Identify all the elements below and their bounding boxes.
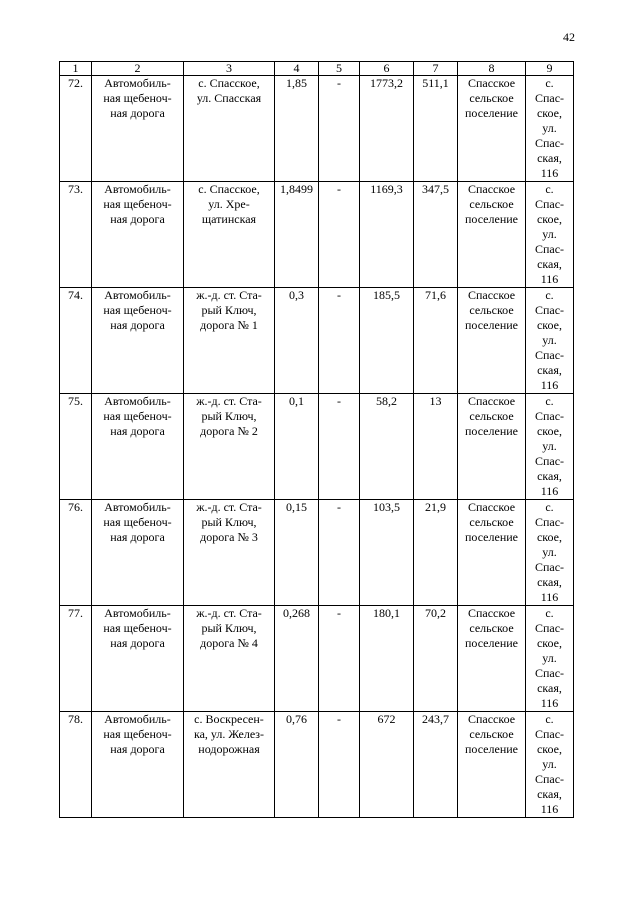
- column-5-cell: [319, 288, 360, 394]
- address-line: ское,: [536, 106, 563, 120]
- length-cell: [275, 500, 319, 606]
- column-7-cell: [414, 182, 458, 288]
- location-line: ул. Хре-: [208, 197, 250, 211]
- col5-value: -: [337, 394, 341, 408]
- table-row: [60, 182, 574, 288]
- length-cell: [275, 182, 319, 288]
- location-line: ж.-д. ст. Ста-: [196, 500, 262, 514]
- address-cell: [526, 288, 574, 394]
- num-value: 78.: [68, 712, 83, 726]
- address-line: 116: [540, 378, 559, 392]
- column-7-cell: [414, 76, 458, 182]
- location-line: с. Воскресен-: [194, 712, 264, 726]
- length-value: 0,76: [286, 712, 307, 726]
- owner-cell: [458, 712, 526, 818]
- owner-cell: [458, 182, 526, 288]
- address-line: 116: [540, 272, 559, 286]
- road-registry-table: [59, 61, 574, 818]
- owner-line: поселение: [464, 106, 518, 120]
- location-cell: [184, 76, 275, 182]
- owner-line: Спасское: [467, 606, 516, 620]
- name-line: ная дорога: [110, 106, 165, 120]
- table-row: [60, 500, 574, 606]
- address-cell: [526, 76, 574, 182]
- owner-line: поселение: [464, 530, 518, 544]
- address-line: Спас-: [534, 303, 565, 317]
- address-line: ул.: [542, 545, 557, 559]
- address-line: ское,: [536, 318, 563, 332]
- column-6-cell: [360, 500, 414, 606]
- header-cell: 2: [92, 62, 184, 76]
- owner-line: поселение: [464, 424, 518, 438]
- location-line: дорога № 4: [200, 636, 258, 650]
- name-line: ная дорога: [110, 636, 165, 650]
- location-line: ж.-д. ст. Ста-: [196, 394, 262, 408]
- address-line: с.: [545, 288, 554, 302]
- location-line: рый Ключ,: [201, 409, 257, 423]
- column-5-cell: [319, 606, 360, 712]
- address-line: ул.: [542, 227, 557, 241]
- col6-value: 103,5: [373, 500, 400, 514]
- row-number-cell: [60, 288, 92, 394]
- owner-line: сельское: [469, 515, 514, 529]
- column-7-cell: [414, 606, 458, 712]
- length-cell: [275, 394, 319, 500]
- length-cell: [275, 76, 319, 182]
- address-line: Спас-: [534, 515, 565, 529]
- address-line: ская,: [537, 575, 562, 589]
- col5-value: -: [337, 182, 341, 196]
- location-line: дорога № 2: [200, 424, 258, 438]
- address-line: с.: [545, 500, 554, 514]
- owner-line: поселение: [464, 318, 518, 332]
- column-6-cell: [360, 182, 414, 288]
- col6-value: 1169,3: [370, 182, 403, 196]
- address-line: ская,: [537, 469, 562, 483]
- header-cell: 1: [60, 62, 92, 76]
- location-line: ул. Спасская: [196, 91, 262, 105]
- column-6-cell: [360, 606, 414, 712]
- column-6-cell: [360, 394, 414, 500]
- address-line: Спас-: [534, 454, 565, 468]
- object-name-cell: [92, 76, 184, 182]
- length-value: 0,3: [289, 288, 304, 302]
- address-line: ул.: [542, 439, 557, 453]
- location-line: рый Ключ,: [201, 303, 257, 317]
- address-line: с.: [545, 394, 554, 408]
- col6-value: 58,2: [376, 394, 397, 408]
- column-5-cell: [319, 76, 360, 182]
- address-line: с.: [545, 712, 554, 726]
- name-line: ная дорога: [110, 530, 165, 544]
- owner-line: сельское: [469, 409, 514, 423]
- address-line: ская,: [537, 257, 562, 271]
- length-cell: [275, 288, 319, 394]
- owner-line: Спасское: [467, 712, 516, 726]
- address-line: ская,: [537, 151, 562, 165]
- owner-cell: [458, 76, 526, 182]
- num-value: 72.: [68, 76, 83, 90]
- address-line: ское,: [536, 742, 563, 756]
- location-cell: [184, 712, 275, 818]
- name-line: Автомобиль-: [104, 76, 171, 90]
- owner-cell: [458, 288, 526, 394]
- name-line: ная дорога: [110, 318, 165, 332]
- address-cell: [526, 182, 574, 288]
- col5-value: -: [337, 288, 341, 302]
- address-line: ул.: [542, 757, 557, 771]
- address-line: ул.: [542, 333, 557, 347]
- owner-cell: [458, 606, 526, 712]
- name-line: ная щебеноч-: [103, 515, 172, 529]
- location-line: дорога № 3: [200, 530, 258, 544]
- address-line: 116: [540, 166, 559, 180]
- col5-value: -: [337, 712, 341, 726]
- location-cell: [184, 394, 275, 500]
- address-line: 116: [540, 484, 559, 498]
- object-name-cell: [92, 712, 184, 818]
- name-line: ная дорога: [110, 742, 165, 756]
- name-line: ная щебеноч-: [103, 91, 172, 105]
- col6-value: 1773,2: [370, 76, 403, 90]
- address-line: 116: [540, 590, 559, 604]
- length-value: 0,15: [286, 500, 307, 514]
- address-line: Спас-: [534, 772, 565, 786]
- address-line: Спас-: [534, 409, 565, 423]
- object-name-cell: [92, 500, 184, 606]
- name-line: ная щебеноч-: [103, 621, 172, 635]
- col6-value: 180,1: [373, 606, 400, 620]
- header-cell: 5: [319, 62, 360, 76]
- address-cell: [526, 500, 574, 606]
- column-7-cell: [414, 712, 458, 818]
- location-cell: [184, 288, 275, 394]
- location-line: щатинская: [201, 212, 257, 226]
- row-number-cell: [60, 182, 92, 288]
- address-line: ское,: [536, 212, 563, 226]
- address-cell: [526, 606, 574, 712]
- address-line: Спас-: [534, 242, 565, 256]
- row-number-cell: [60, 500, 92, 606]
- table-row: [60, 394, 574, 500]
- col7-value: 21,9: [425, 500, 446, 514]
- location-cell: [184, 182, 275, 288]
- object-name-cell: [92, 182, 184, 288]
- object-name-cell: [92, 606, 184, 712]
- location-line: ж.-д. ст. Ста-: [196, 606, 262, 620]
- location-cell: [184, 606, 275, 712]
- address-line: Спас-: [534, 560, 565, 574]
- owner-line: сельское: [469, 197, 514, 211]
- column-6-cell: [360, 288, 414, 394]
- location-line: с. Спасское,: [198, 182, 260, 196]
- name-line: ная дорога: [110, 424, 165, 438]
- name-line: Автомобиль-: [104, 712, 171, 726]
- location-line: с. Спасское,: [198, 76, 260, 90]
- address-line: ское,: [536, 424, 563, 438]
- col5-value: -: [337, 606, 341, 620]
- address-line: Спас-: [534, 348, 565, 362]
- address-line: ул.: [542, 651, 557, 665]
- owner-line: Спасское: [467, 500, 516, 514]
- col7-value: 70,2: [425, 606, 446, 620]
- num-value: 74.: [68, 288, 83, 302]
- num-value: 77.: [68, 606, 83, 620]
- address-line: ская,: [537, 787, 562, 801]
- col6-value: 185,5: [373, 288, 400, 302]
- location-line: рый Ключ,: [201, 515, 257, 529]
- location-line: дорога № 1: [200, 318, 258, 332]
- owner-line: Спасское: [467, 76, 516, 90]
- address-line: Спас-: [534, 727, 565, 741]
- address-line: 116: [540, 802, 559, 816]
- length-value: 0,1: [289, 394, 304, 408]
- table-row: [60, 76, 574, 182]
- col7-value: 13: [429, 394, 442, 408]
- num-value: 76.: [68, 500, 83, 514]
- name-line: ная дорога: [110, 212, 165, 226]
- header-cell: 3: [184, 62, 275, 76]
- table-row: [60, 288, 574, 394]
- owner-line: поселение: [464, 742, 518, 756]
- column-6-cell: [360, 712, 414, 818]
- col5-value: -: [337, 76, 341, 90]
- location-cell: [184, 500, 275, 606]
- col7-value: 347,5: [422, 182, 449, 196]
- header-cell: 4: [275, 62, 319, 76]
- address-line: с.: [545, 606, 554, 620]
- address-line: с.: [545, 76, 554, 90]
- location-line: нодорожная: [198, 742, 260, 756]
- column-5-cell: [319, 500, 360, 606]
- object-name-cell: [92, 288, 184, 394]
- num-value: 75.: [68, 394, 83, 408]
- name-line: Автомобиль-: [104, 606, 171, 620]
- owner-line: Спасское: [467, 182, 516, 196]
- address-line: 116: [540, 696, 559, 710]
- row-number-cell: [60, 712, 92, 818]
- address-line: Спас-: [534, 666, 565, 680]
- length-value: 0,268: [283, 606, 310, 620]
- owner-line: поселение: [464, 636, 518, 650]
- row-number-cell: [60, 394, 92, 500]
- name-line: ная щебеноч-: [103, 409, 172, 423]
- col5-value: -: [337, 500, 341, 514]
- header-cell: 8: [458, 62, 526, 76]
- column-7-cell: [414, 288, 458, 394]
- header-cell: 6: [360, 62, 414, 76]
- column-7-cell: [414, 500, 458, 606]
- table-body: [60, 76, 574, 818]
- length-cell: [275, 712, 319, 818]
- address-line: ское,: [536, 636, 563, 650]
- owner-line: сельское: [469, 91, 514, 105]
- object-name-cell: [92, 394, 184, 500]
- column-6-cell: [360, 76, 414, 182]
- address-line: ская,: [537, 681, 562, 695]
- name-line: Автомобиль-: [104, 500, 171, 514]
- col7-value: 71,6: [425, 288, 446, 302]
- address-line: Спас-: [534, 136, 565, 150]
- address-line: с.: [545, 182, 554, 196]
- column-7-cell: [414, 394, 458, 500]
- num-value: 73.: [68, 182, 83, 196]
- col7-value: 511,1: [422, 76, 449, 90]
- owner-line: сельское: [469, 303, 514, 317]
- table-row: [60, 606, 574, 712]
- address-line: ская,: [537, 363, 562, 377]
- row-number-cell: [60, 76, 92, 182]
- owner-line: поселение: [464, 212, 518, 226]
- name-line: ная щебеноч-: [103, 197, 172, 211]
- location-line: ка, ул. Желез-: [193, 727, 265, 741]
- name-line: ная щебеноч-: [103, 727, 172, 741]
- address-line: Спас-: [534, 91, 565, 105]
- owner-line: Спасское: [467, 394, 516, 408]
- header-cell: 7: [414, 62, 458, 76]
- header-cell: 9: [526, 62, 574, 76]
- row-number-cell: [60, 606, 92, 712]
- header-row: [60, 62, 574, 76]
- length-value: 1,8499: [280, 182, 313, 196]
- col6-value: 672: [377, 712, 396, 726]
- owner-line: сельское: [469, 727, 514, 741]
- location-line: рый Ключ,: [201, 621, 257, 635]
- col7-value: 243,7: [422, 712, 449, 726]
- column-5-cell: [319, 394, 360, 500]
- address-cell: [526, 394, 574, 500]
- length-cell: [275, 606, 319, 712]
- length-value: 1,85: [286, 76, 307, 90]
- name-line: ная щебеноч-: [103, 303, 172, 317]
- owner-cell: [458, 394, 526, 500]
- owner-line: сельское: [469, 621, 514, 635]
- name-line: Автомобиль-: [104, 288, 171, 302]
- table-row: [60, 712, 574, 818]
- address-line: Спас-: [534, 621, 565, 635]
- address-line: ское,: [536, 530, 563, 544]
- page-number: 42: [563, 30, 575, 44]
- owner-cell: [458, 500, 526, 606]
- name-line: Автомобиль-: [104, 394, 171, 408]
- column-5-cell: [319, 712, 360, 818]
- name-line: Автомобиль-: [104, 182, 171, 196]
- owner-line: Спасское: [467, 288, 516, 302]
- address-line: Спас-: [534, 197, 565, 211]
- address-line: ул.: [542, 121, 557, 135]
- column-5-cell: [319, 182, 360, 288]
- address-cell: [526, 712, 574, 818]
- location-line: ж.-д. ст. Ста-: [196, 288, 262, 302]
